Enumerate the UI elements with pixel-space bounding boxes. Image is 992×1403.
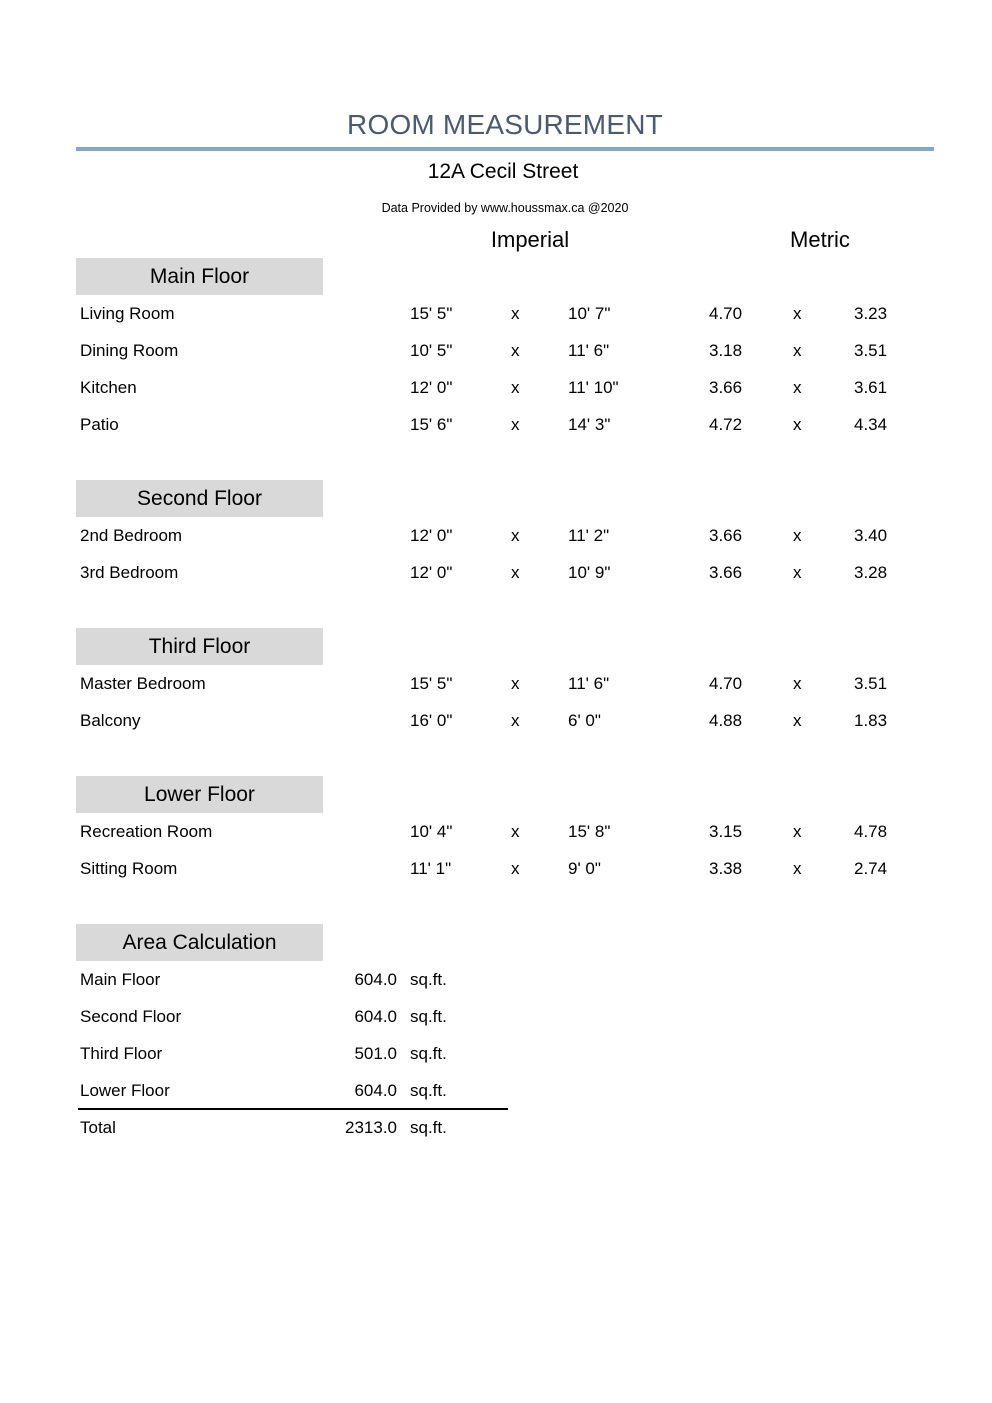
imperial-length: 11' 10" [568,378,619,397]
metric-length: 3.40 [854,526,888,545]
times-sign: x [511,563,520,582]
area-floor-name: Second Floor [80,1007,182,1026]
imperial-length: 9' 0" [568,859,601,878]
times-sign: x [793,526,802,545]
area-unit: sq.ft. [410,970,447,989]
times-sign: x [793,341,802,360]
times-sign: x [511,822,520,841]
area-row [0,968,992,992]
metric-width: 3.66 [709,526,743,545]
area-row [0,1079,992,1103]
total-label: Total [80,1118,116,1137]
imperial-length: 11' 6" [568,674,610,693]
room-name: Sitting Room [80,859,178,878]
area-unit: sq.ft. [410,1044,447,1063]
metric-width: 4.72 [709,415,743,434]
metric-length: 3.61 [854,378,888,397]
area-total-row [0,1116,992,1140]
area-floor-name: Third Floor [80,1044,163,1063]
area-unit: sq.ft. [410,1081,447,1100]
times-sign: x [793,859,802,878]
metric-width: 4.88 [709,711,743,730]
times-sign: x [793,563,802,582]
room-row [0,413,992,437]
metric-length: 3.28 [854,563,888,582]
room-row [0,524,992,548]
total-value: 2313.0 [345,1118,397,1137]
area-value: 501.0 [354,1044,397,1063]
imperial-length: 11' 6" [568,341,610,360]
imperial-width: 12' 0" [410,563,453,582]
total-unit: sq.ft. [410,1118,447,1137]
imperial-width: 15' 5" [410,304,453,323]
imperial-length: 10' 9" [568,563,611,582]
imperial-length: 10' 7" [568,304,611,323]
data-source-note: Data Provided by www.houssmax.ca @2020 [381,201,629,215]
room-name: Kitchen [80,378,137,397]
area-row [0,1005,992,1029]
imperial-width: 10' 5" [410,341,453,360]
times-sign: x [511,711,520,730]
imperial-width: 10' 4" [410,822,453,841]
section-header-area-calculation: Area Calculation [76,924,323,961]
property-address: 12A Cecil Street [427,160,579,183]
area-unit: sq.ft. [410,1007,447,1026]
metric-length: 1.83 [854,711,888,730]
metric-length: 4.34 [854,415,888,434]
times-sign: x [511,526,520,545]
imperial-length: 11' 2" [568,526,610,545]
imperial-length: 14' 3" [568,415,611,434]
metric-width: 3.15 [709,822,743,841]
title-underline [76,147,934,151]
room-row [0,376,992,400]
room-name: Living Room [80,304,175,323]
metric-width: 4.70 [709,674,743,693]
times-sign: x [511,859,520,878]
times-sign: x [511,674,520,693]
times-sign: x [511,341,520,360]
room-row [0,561,992,585]
metric-length: 3.23 [854,304,888,323]
room-name: 3rd Bedroom [80,563,179,582]
room-name: Recreation Room [80,822,213,841]
section-header-third-floor: Third Floor [76,628,323,665]
times-sign: x [793,304,802,323]
section-header-lower-floor: Lower Floor [76,776,323,813]
room-name: Dining Room [80,341,179,360]
times-sign: x [511,415,520,434]
metric-width: 3.18 [709,341,743,360]
metric-width: 4.70 [709,304,743,323]
area-value: 604.0 [354,1081,397,1100]
page-title: ROOM MEASUREMENT [347,109,663,140]
metric-length: 3.51 [854,341,888,360]
metric-width: 3.66 [709,378,743,397]
times-sign: x [793,674,802,693]
room-name: Balcony [80,711,141,730]
times-sign: x [511,304,520,323]
times-sign: x [793,378,802,397]
metric-width: 3.66 [709,563,743,582]
metric-width: 3.38 [709,859,743,878]
room-row [0,820,992,844]
imperial-width: 15' 6" [410,415,453,434]
times-sign: x [793,415,802,434]
imperial-width: 12' 0" [410,526,453,545]
area-value: 604.0 [354,1007,397,1026]
imperial-width: 16' 0" [410,711,453,730]
room-row [0,857,992,881]
times-sign: x [793,711,802,730]
imperial-width: 12' 0" [410,378,453,397]
room-name: Master Bedroom [80,674,206,693]
area-value: 604.0 [354,970,397,989]
area-row [0,1042,992,1066]
metric-column-header: Metric [790,227,850,252]
imperial-width: 15' 5" [410,674,453,693]
times-sign: x [793,822,802,841]
area-floor-name: Main Floor [80,970,161,989]
room-name: 2nd Bedroom [80,526,183,545]
imperial-width: 11' 1" [410,859,452,878]
imperial-length: 15' 8" [568,822,611,841]
room-row [0,339,992,363]
metric-length: 3.51 [854,674,888,693]
room-name: Patio [80,415,119,434]
total-divider [78,1108,508,1110]
imperial-length: 6' 0" [568,711,601,730]
times-sign: x [511,378,520,397]
section-header-second-floor: Second Floor [76,480,323,517]
room-row [0,302,992,326]
metric-length: 4.78 [854,822,888,841]
imperial-column-header: Imperial [490,227,570,252]
area-floor-name: Lower Floor [80,1081,170,1100]
room-row [0,709,992,733]
metric-length: 2.74 [854,859,888,878]
room-row [0,672,992,696]
section-header-main-floor: Main Floor [76,258,323,295]
